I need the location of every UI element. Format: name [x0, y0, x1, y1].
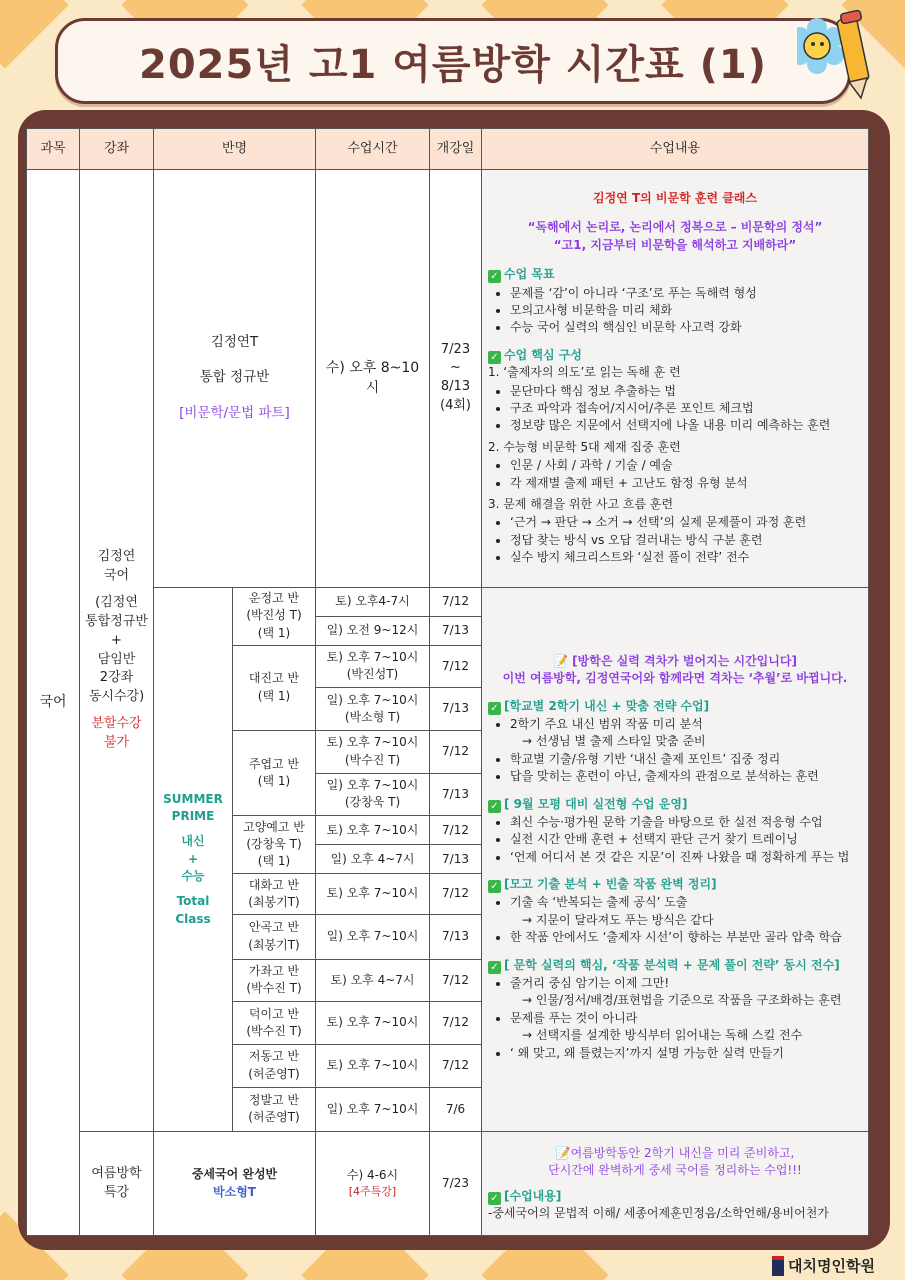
time-cell: 일) 오후 4~7시: [316, 845, 430, 874]
start-date: 7/23: [440, 341, 471, 357]
academy-logo: [772, 1255, 875, 1276]
list-item: • 2학기 주요 내신 범위 작품 미리 분석 → 선생님 별 출제 스타일 맞춤 준비: [510, 716, 862, 751]
list-item: • 학교별 기출/유형 기반 ‘내신 출제 포인트’ 집중 정리: [510, 751, 862, 768]
list-item: • 수능 국어 실력의 핵심인 비문학 사고력 강화: [510, 319, 862, 336]
date-cell: 7/13: [430, 914, 482, 959]
list-item: • 기출 속 ‘반복되는 출제 공식’ 도출 → 지문이 달라져도 푸는 방식은 같다: [510, 894, 862, 929]
content-quote: “독해에서 논리로, 논리에서 정복으로 – 비문학의 정석”: [527, 220, 823, 235]
school-cell-gajwa: 가좌고 반 (박수진 T): [233, 959, 316, 1002]
date-cell: 7/12: [430, 1044, 482, 1087]
date-cell: 7/13: [430, 773, 482, 816]
summer-label: 수능: [181, 869, 205, 884]
section-title: 3. 문제 해결을 위한 사고 흐름 훈련: [488, 496, 674, 511]
goal-list: [488, 285, 862, 337]
special-class-cell: [154, 1132, 316, 1236]
list-item: • 모의고사형 비문학을 미리 체화: [510, 302, 862, 319]
course-note: (김정연: [95, 595, 138, 611]
special-time-cell: 수) 4-6시 [4주특강]: [316, 1132, 430, 1236]
course-subject: 국어: [103, 568, 130, 584]
content-intro: 📝 [방학은 실력 격차가 벌어지는 시간입니다]: [553, 653, 797, 668]
list-item: • 문제를 푸는 것이 아니라 → 선택지를 설계한 방식부터 읽어내는 독해 스킬 전수: [510, 1010, 862, 1045]
regular-class-cell: [154, 170, 316, 588]
time-cell: 일) 오전 9~12시: [316, 616, 430, 645]
section-heading: ✓ [ 9월 모평 대비 실전형 수업 운영]: [488, 796, 862, 813]
checkbox-icon: ✓: [488, 1192, 501, 1205]
section-title: 1. ‘출제자의 의도’로 읽는 독해 훈 련: [488, 365, 681, 380]
date-cell: 7/13: [430, 845, 482, 874]
school-cell-jeodong: 저동고 반 (허준영T): [233, 1044, 316, 1087]
warning-text: 불가: [103, 735, 130, 750]
list-item: • ‘근거 → 판단 → 소거 → 선택’의 실제 문제풀이 과정 훈련: [510, 514, 862, 531]
date-cell: 7/12: [430, 816, 482, 845]
summer-label: Total Class: [175, 894, 211, 926]
school-cell-jeongbal: 정발고 반 (허준영T): [233, 1087, 316, 1132]
time-cell: 토) 오후 7~10시: [316, 1002, 430, 1045]
header-content: 수업내용: [482, 129, 869, 170]
content-cell-special: 📝여름방학동안 2학기 내신을 미리 준비하고, 단시간에 완벽하게 중세 국어를 정리하는 수업!!! ✓ [수업내용] -중세국어의 문법적 이해/ 세종어제훈민정음/소학언해/용비어천가: [482, 1132, 869, 1236]
list-item: • 실수 방지 체크리스트와 ‘실전 풀이 전략’ 전수: [510, 549, 862, 566]
checkbox-icon: ✓: [488, 351, 501, 364]
section-heading: ✓ [ 문학 실력의 핵심, ‘작품 분석력 + 문제 풀이 전략’ 동시 전수]: [488, 957, 862, 974]
summer-label: PRIME: [171, 808, 215, 823]
summer-prime-cell: [154, 587, 233, 1132]
course-note: 통합정규반: [85, 613, 148, 629]
school-cell-deogi: 덕이고 반 (박수진 T): [233, 1002, 316, 1045]
list-item: • 줄거리 중심 암기는 이제 그만! → 인물/정서/배경/표현법을 기준으로 작품을 구조화하는 훈련: [510, 975, 862, 1010]
bullet-list: [488, 716, 862, 786]
date-cell: 7/13: [430, 616, 482, 645]
section-heading: ✓ [학교별 2학기 내신 + 맞춤 전략 수업]: [488, 698, 862, 715]
header-row: [27, 129, 869, 170]
date-cell: 7/12: [430, 730, 482, 773]
school-cell-juyeop: 주엽고 반 (택 1): [233, 730, 316, 815]
course-note: 2강좌: [99, 670, 134, 686]
teacher-name: 김정연T: [210, 333, 259, 350]
special-content-body: -중세국어의 문법적 이해/ 세종어제훈민정음/소학언해/용비어천가: [488, 1206, 829, 1221]
class-name: 통합 정규반: [199, 369, 270, 386]
list-item: • 정답 찾는 방식 vs 오답 걸러내는 방식 구분 훈련: [510, 532, 862, 549]
bullet-list: [488, 975, 862, 1062]
list-item: • 한 작품 안에서도 ‘출제자 시선’이 향하는 부분만 골라 압축 학습: [510, 929, 862, 946]
list-item: • 답을 맞히는 훈련이 아닌, 출제자의 관점으로 분석하는 훈련: [510, 768, 862, 785]
school-cell-angok: 안곡고 반 (최봉기T): [233, 914, 316, 959]
title-banner: [55, 18, 851, 104]
time-cell: 토) 오후 7~10시 (박진성T): [316, 645, 430, 688]
time-cell: 토) 오후 7~10시: [316, 874, 430, 915]
time-cell: 일) 오후 7~10시 (강창욱 T): [316, 773, 430, 816]
subject-cell: 국어: [27, 170, 80, 1236]
list-item: • 실전 시간 안배 훈련 + 선택지 판단 근거 찾기 트레이닝: [510, 831, 862, 848]
page-title: 2025년 고1 여름방학 시간표 (1): [138, 41, 768, 88]
list-item: • 정보량 많은 지문에서 선택지에 나올 내용 미리 예측하는 훈련: [510, 417, 862, 434]
header-course: 강좌: [80, 129, 154, 170]
section-title: 2. 수능형 비문학 5대 제재 집중 훈련: [488, 439, 681, 454]
time-cell: 토) 오후4-7시: [316, 587, 430, 616]
course-name: 김정연: [97, 549, 136, 565]
date-cell: 7/12: [430, 959, 482, 1002]
date-cell: 7/6: [430, 1087, 482, 1132]
time-cell: 토) 오후 7~10시: [316, 816, 430, 845]
section-heading: ✓ [수업내용]: [488, 1188, 862, 1205]
special-teacher: 박소형T: [213, 1184, 256, 1199]
course-cell: [80, 170, 154, 1132]
start-date: (4회): [440, 398, 471, 414]
time-cell: 일) 오후 7~10시: [316, 1087, 430, 1132]
header-start: 개강일: [430, 129, 482, 170]
timetable: [26, 128, 869, 1236]
start-date: 8/13: [440, 379, 471, 395]
pencil-mascot-icon: [797, 8, 877, 103]
list-item: • ‘ 왜 맞고, 왜 틀렸는지’까지 설명 가능한 실력 만들기: [510, 1045, 862, 1062]
goal-heading: ✓ 수업 목표: [488, 266, 862, 283]
list-item: • 문제를 ‘감’이 아니라 ‘구조’로 푸는 독해력 형성: [510, 285, 862, 302]
warning-text: 분할수강: [91, 716, 142, 732]
special-class-name: 중세국어 완성반: [191, 1167, 278, 1182]
school-cell-unjeong: 운정고 반 (박진성 T) (택 1): [233, 587, 316, 645]
list-item: • 각 제재별 출제 패턴 + 고난도 함정 유형 분석: [510, 475, 862, 492]
bullet-list: [488, 894, 862, 946]
header-class: 반명: [154, 129, 316, 170]
core-list-2: [488, 457, 862, 492]
class-time: 수) 오후 8~10시: [316, 170, 430, 588]
checkbox-icon: ✓: [488, 880, 501, 893]
header-subject: 과목: [27, 129, 80, 170]
checkbox-icon: ✓: [488, 800, 501, 813]
list-item: • ‘언제 어디서 본 것 같은 지문’이 진짜 나왔을 때 정확하게 푸는 법: [510, 849, 862, 866]
summer-label: +: [187, 851, 199, 866]
start-date: ~: [450, 360, 461, 376]
content-title: 김정연 T의 비문학 훈련 클래스: [592, 191, 757, 206]
checkbox-icon: ✓: [488, 270, 501, 283]
course-note: +: [111, 632, 122, 648]
list-item: • 구조 파악과 접속어/지시어/추론 포인트 체크법: [510, 400, 862, 417]
header-time: 수업시간: [316, 129, 430, 170]
content-cell-regular: [482, 170, 869, 588]
academy-logo-icon: [772, 1256, 784, 1276]
academy-name: 대치명인학원: [788, 1257, 875, 1275]
checkbox-icon: ✓: [488, 702, 501, 715]
special-course-cell: 여름방학 특강: [80, 1132, 154, 1236]
course-note: 동시수강): [88, 689, 145, 705]
school-cell-daejin: 대진고 반 (택 1): [233, 645, 316, 730]
checkbox-icon: ✓: [488, 961, 501, 974]
timetable-sheet: [26, 128, 868, 1236]
core-list-1: [488, 383, 862, 435]
time-cell: 토) 오후 7~10시: [316, 1044, 430, 1087]
course-note: 담임반: [97, 651, 136, 667]
table-row: [27, 587, 869, 616]
school-cell-daehwa: 대화고 반 (최봉기T): [233, 874, 316, 915]
list-item: • 인문 / 사회 / 과학 / 기술 / 예술: [510, 457, 862, 474]
school-cell-goyang-arts: 고양예고 반 (강창욱 T) (택 1): [233, 816, 316, 874]
bullet-list: [488, 814, 862, 866]
list-item: • 최신 수능·평가원 문학 기출을 바탕으로 한 실전 적응형 수업: [510, 814, 862, 831]
date-cell: 7/13: [430, 688, 482, 731]
time-cell: 일) 오후 7~10시: [316, 914, 430, 959]
section-heading: ✓ [모고 기출 분석 + 빈출 작품 완벽 정리]: [488, 876, 862, 893]
content-cell-prime: [482, 587, 869, 1132]
date-cell: 7/12: [430, 874, 482, 915]
time-cell: 일) 오후 7~10시 (박소형 T): [316, 688, 430, 731]
summer-label: 내신: [181, 834, 205, 849]
time-cell: 토) 오후 7~10시 (박수진 T): [316, 730, 430, 773]
date-cell: 7/12: [430, 587, 482, 616]
date-cell: 7/12: [430, 645, 482, 688]
date-cell: 7/23: [430, 1132, 482, 1236]
core-heading: ✓ 수업 핵심 구성: [488, 347, 862, 364]
content-intro: 이번 여름방학, 김정연국어와 함께라면 격차는 ‘추월’로 바뀝니다.: [502, 671, 848, 686]
start-date-cell: [430, 170, 482, 588]
time-cell: 토) 오후 4~7시: [316, 959, 430, 1002]
list-item: • 문단마다 핵심 정보 추출하는 법: [510, 383, 862, 400]
table-row: [27, 1132, 869, 1236]
core-list-3: [488, 514, 862, 566]
content-quote: “고1, 지금부터 비문학을 해석하고 지배하라”: [553, 237, 797, 252]
class-part: [비문학/문법 파트]: [179, 405, 290, 422]
table-row: [27, 170, 869, 588]
summer-label: SUMMER: [163, 791, 223, 806]
date-cell: 7/12: [430, 1002, 482, 1045]
